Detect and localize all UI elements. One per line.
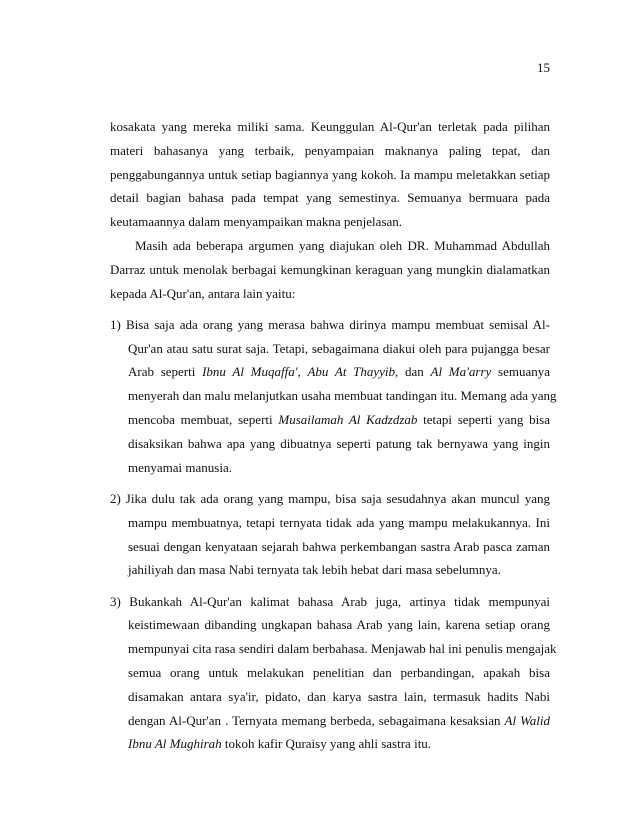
- text-line: mampu membuatnya, tetapi ternyata tidak ada yang mampu melakukannya. Ini: [128, 514, 550, 530]
- text-line: menyerah dan malu melanjutkan usaha membuat tandingan itu. Memang ada yang: [128, 388, 557, 404]
- text-line: 3) Bukankah Al-Qur'an kalimat bahasa Arab juga, artinya tidak mempunyai: [110, 593, 550, 609]
- text-line: kepada Al-Qur'an, antara lain yaitu:: [110, 285, 296, 301]
- page-number: 15: [537, 60, 550, 75]
- text-line: materi bahasanya yang terbaik, penyampaian maknanya paling tepat, dan: [110, 142, 550, 158]
- text-line: penggabungannya untuk setiap bagiannya yang kokoh. Ia mampu meletakkan setiap: [110, 166, 550, 182]
- text-line: mencoba membuat, seperti Musailamah Al Kadzdzab tetapi seperti yang bisa: [128, 412, 551, 428]
- text-line: detail bagian bahasa pada tempat yang semestinya. Semuanya bermuara pada: [110, 190, 550, 206]
- name-ibnu-al-muqaffa: Ibnu Al Muqaffa': [202, 364, 298, 380]
- text-line: keistimewaan dibanding ungkapan bahasa Arab yang lain, karena setiap orang: [128, 617, 550, 633]
- text-line: sesuai dengan kenyataan sejarah bahwa perkembangan sastra Arab pasca zaman: [128, 538, 550, 554]
- text-line: Arab seperti Ibnu Al Muqaffa', Abu At Thayyib, dan Al Ma'arry semuanya: [128, 364, 550, 380]
- text-line: Qur'an atau satu surat saja. Tetapi, sebagaimana diakui oleh para pujangga besar: [128, 340, 550, 356]
- text-line: dengan Al-Qur'an . Ternyata memang berbeda, sebagaimana kesaksian Al Walid: [128, 712, 551, 728]
- name-al-maarry: Al Ma'arry: [430, 364, 492, 380]
- text-line: disamakan antara sya'ir, pidato, dan karya sastra lain, termasuk hadits Nabi: [128, 688, 550, 704]
- list-item-1: [110, 313, 557, 480]
- text-line: Ibnu Al Mughirah tokoh kafir Quraisy yang ahli sastra itu.: [128, 736, 432, 752]
- text-line: semua orang untuk melakukan penelitian dan perbandingan, apakah bisa: [128, 665, 550, 681]
- paragraph-1: [110, 115, 550, 234]
- text-line: 2) Jika dulu tak ada orang yang mampu, bisa saja sesudahnya akan muncul yang: [110, 490, 550, 506]
- text-line: keutamaannya dalam menyampaikan makna penjelasan.: [110, 214, 403, 230]
- text-line: kosakata yang mereka miliki sama. Keunggulan Al-Qur'an terletak pada pilihan: [110, 119, 550, 134]
- text-line: 1) Bisa saja ada orang yang merasa bahwa dirinya mampu membuat semisal Al-: [110, 316, 550, 332]
- text-line: Masih ada beberapa argumen yang diajukan oleh DR. Muhammad Abdullah: [135, 237, 550, 253]
- name-al-walid: Al Walid: [504, 712, 551, 728]
- list-item-3: [110, 590, 557, 757]
- name-ibnu-al-mughirah: Ibnu Al Mughirah: [128, 736, 222, 752]
- text-line: menyamai manusia.: [128, 459, 232, 475]
- text-line: mempunyai cita rasa sendiri dalam berbahasa. Menjawab hal ini penulis mengajak: [128, 641, 557, 657]
- text-line: jahiliyah dan masa Nabi ternyata tak lebih hebat dari masa sebelumnya.: [128, 562, 501, 578]
- text-line: Darraz untuk menolak berbagai kemungkinan keraguan yang mungkin dialamatkan: [110, 261, 550, 277]
- name-abu-at-thayyib: Abu At Thayyib: [307, 364, 396, 380]
- name-musailamah: Musailamah Al Kadzdzab: [278, 412, 418, 428]
- paragraph-2: [110, 234, 550, 305]
- text-line: disaksikan bahwa apa yang dibuatnya seperti patung tak bernyawa yang ingin: [128, 435, 550, 451]
- list-item-2: [110, 487, 550, 582]
- body-text: [110, 115, 557, 756]
